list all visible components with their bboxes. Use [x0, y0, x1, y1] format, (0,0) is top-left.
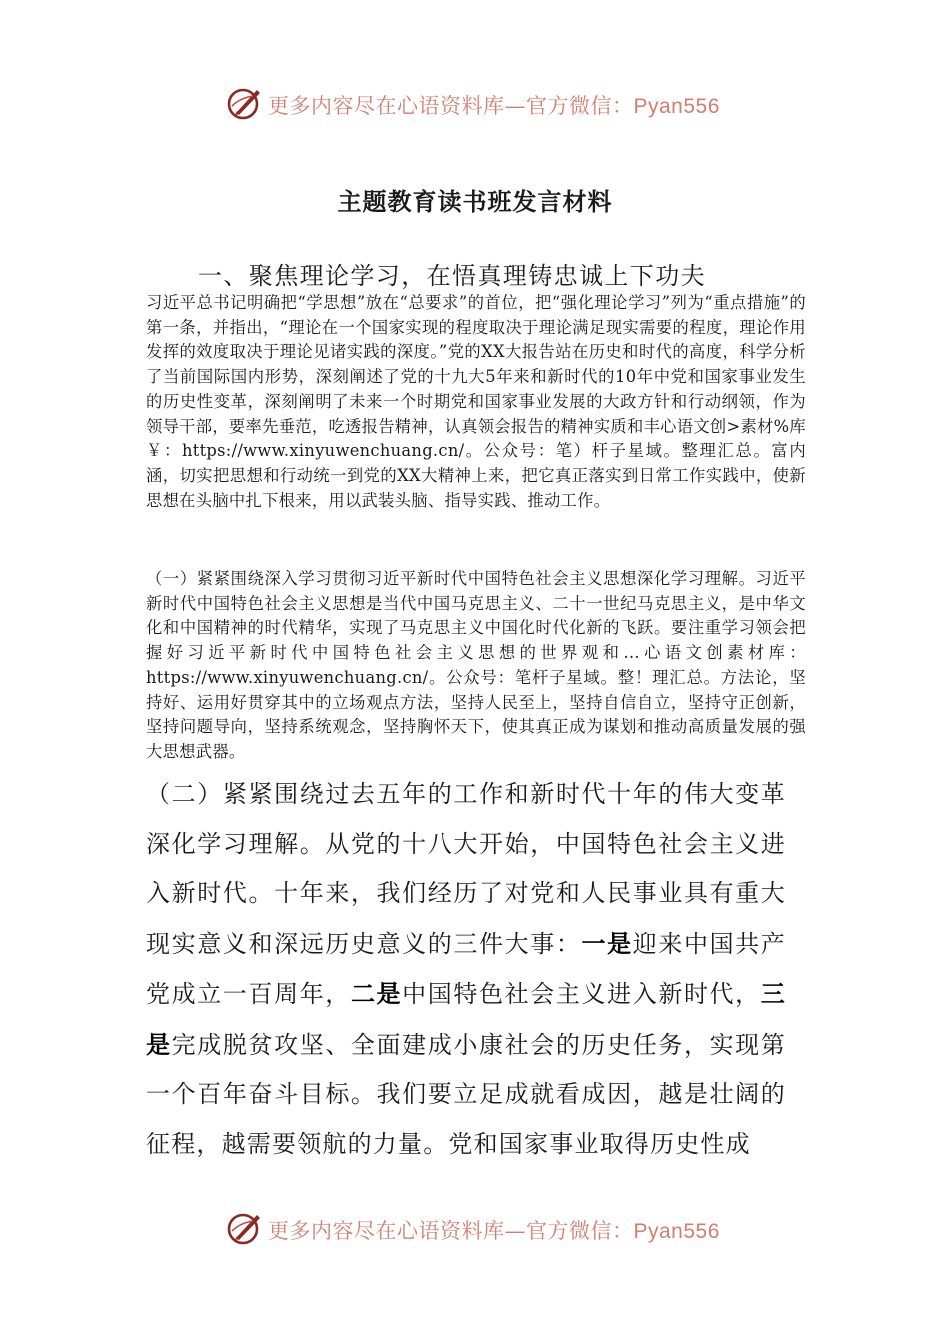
emphasis-second: 二是 — [350, 979, 403, 1008]
emphasis-first: 一是 — [581, 928, 633, 958]
header-watermark-banner — [0, 84, 950, 124]
banner-text — [268, 1215, 720, 1245]
banner-slogan: 更多内容尽在心语资料库—官方微信： — [268, 94, 634, 118]
paragraph-3-item-2: 中国特色社会主义进入新时代， — [402, 980, 761, 1008]
paragraph-3-item-1: 迎来中国共产党成立一百周年， — [146, 929, 786, 1008]
banner-slogan: 更多内容尽在心语资料库—官方微信： — [268, 1219, 634, 1243]
banner-wechat-id: Pyan556 — [633, 95, 720, 118]
banner-text — [268, 90, 720, 120]
section-heading-1: 一、聚焦理论学习，在悟真理铸忠诚上下功夫 — [198, 262, 706, 290]
quill-pen-logo-icon — [226, 84, 264, 122]
paragraph-3-item-3: 完成脱贫攻坚、全面建成小康社会的历史任务，实现第一个百年奋斗目标。我们要立足成就看成因，越是壮阔的征程，越需要领航的力量。党和国家事业取得历史性成 — [146, 1030, 786, 1158]
paragraph-1: 习近平总书记明确把“学思想”放在“总要求”的首位，把“强化理论学习”列为“重点措施”的第一条，并指出，“理论在一个国家实现的程度取决于理论满足现实需要的程度，理论作用发挥的效度取决于理论见诸实践的深度。”党的XX大报告站在历史和时代的高度，科学分析了当前国际国内形势，深刻阐述了党的十九大5年来和新时代的10年中党和国家事业发生的历史性变革，深刻阐明了未来一个时期党和国家事业发展的大政方针和行动纲领，作为领导干部，要率先垂范，吃透报告精神，认真领会报告的精神实质和丰心语文创>素材%库￥：https://www.xinyuwenchuang.cn/。公众号：笔）杆子星域。整理汇总。富内涵，切实把思想和行动统一到党的XX大精神上来，把它真正落实到日常工作实践中，使新思想在头脑中扎下根来，用以武装头脑、指导实践、推动工作。 — [146, 293, 806, 510]
paragraph-2: （一）紧紧围绕深入学习贯彻习近平新时代中国特色社会主义思想深化学习理解。习近平新时代中国特色社会主义思想是当代中国马克思主义、二十一世纪马克思主义，是中华文化和中国精神的时代精华，实现了马克思主义中国化时代化新的飞跃。要注重学习领会把握好习近平新时代中国特色社会主义思想的世界观和…心语文创素材库：https://www.xinyuwenchuang.cn/。公众号：笔杆子星域。整！理汇总。方法论，坚持好、运用好贯穿其中的立场观点方法，坚持人民至上，坚持自信自立，坚持守正创新，坚持问题导向，坚持系统观念，坚持胸怀天下，使其真正成为谋划和推动高质量发展的强大思想武器。 — [146, 569, 806, 761]
emphasis-third: 三是 — [146, 979, 786, 1059]
document-title: 主题教育读书班发言材料 — [337, 187, 613, 216]
paragraph-3-intro: （二）紧紧围绕过去五年的工作和新时代十年的伟大变革深化学习理解。从党的十八大开始，中国特色社会主义进入新时代。十年来，我们经历了对党和人民事业具有重大现实意义和深远历史意义的三件大事： — [146, 780, 786, 958]
paragraph-3 — [146, 770, 786, 1169]
footer-watermark-banner — [0, 1209, 950, 1249]
quill-pen-logo-icon — [226, 1209, 264, 1247]
banner-wechat-id: Pyan556 — [633, 1220, 720, 1243]
